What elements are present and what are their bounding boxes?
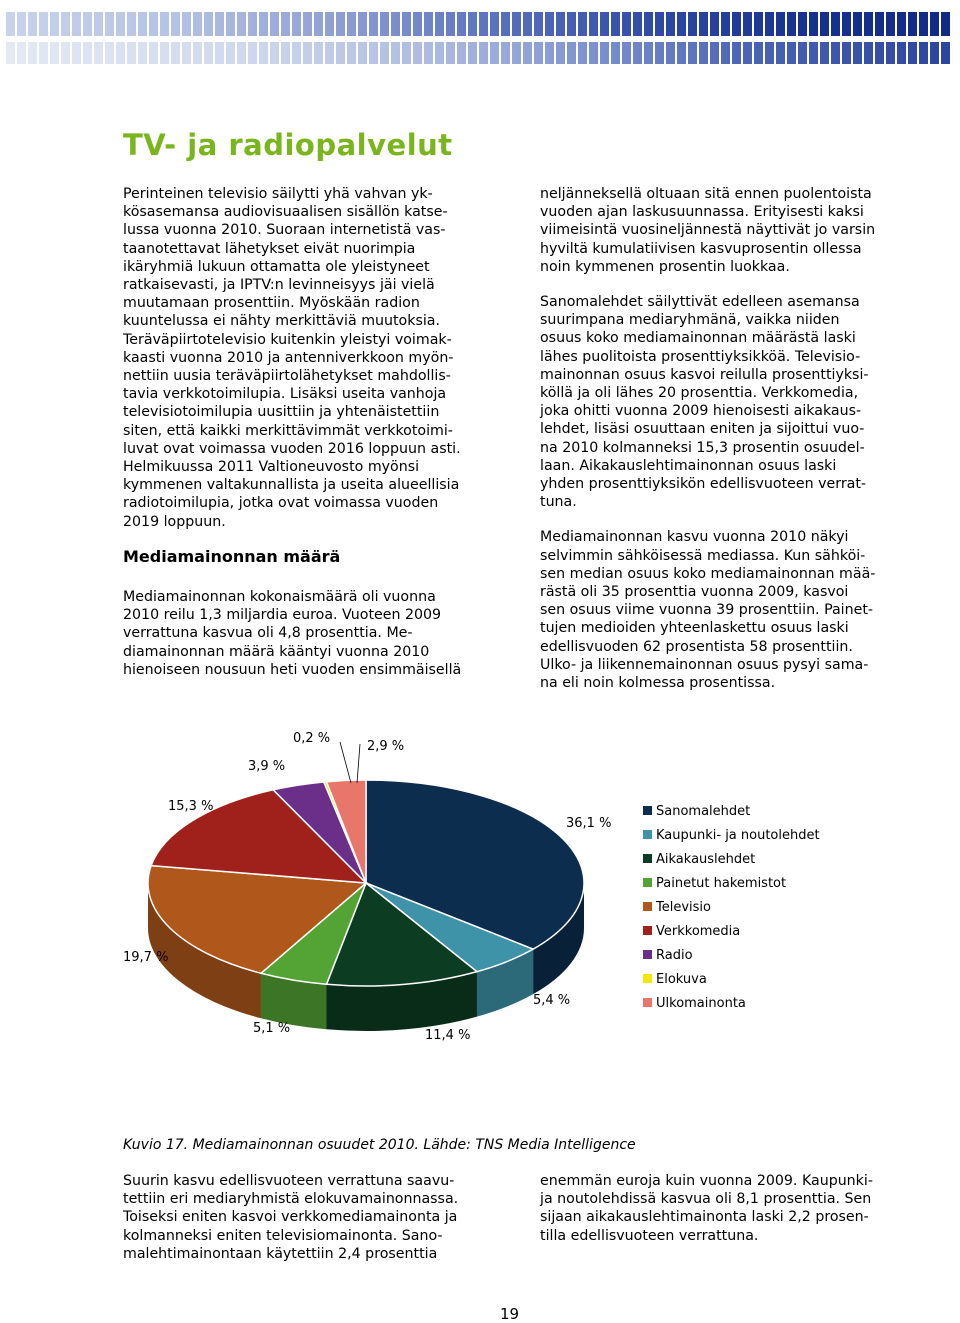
legend-label-3: Painetut hakemistot [656, 876, 787, 891]
pie-label-2: 11,4 % [425, 1028, 471, 1043]
leader-line-0 [340, 742, 351, 783]
left-column [123, 185, 483, 696]
pie-label-4: 19,7 % [123, 950, 169, 965]
legend-label-6: Radio [656, 948, 693, 963]
bottom-left-column [123, 1172, 483, 1280]
legend-swatch-3 [643, 878, 652, 887]
legend-swatch-1 [643, 830, 652, 839]
legend-swatch-7 [643, 974, 652, 983]
pie-label-5: 15,3 % [168, 799, 214, 814]
legend-swatch-8 [643, 998, 652, 1007]
left-paragraph-2: Mediamainonnan kokonaismäärä oli vuonna 2010 reilu 1,3 miljardia euroa. Vuoteen 2009 verrattuna kasvua oli 4,8 prosenttia. Me- diamainonnan määrä kääntyi vuonna 2010 hienoiseen nousuun heti vuoden ensimmäisellä [123, 589, 462, 678]
legend-label-1: Kaupunki- ja noutolehdet [656, 828, 820, 843]
right-paragraph-2: Sanomalehdet säilyttivät edelleen asemansa suurimpana mediaryhmänä, vaikka niiden osuus koko mediamainonnan määrästä laski lähes puolitoista prosenttiyksikköä. Televisio- mainonnan osuus kasvoi reilulla prosenttiyksi- köllä ja oli lähes 20 prosenttia. Verkkomedia, joka ohitti vuonna 2009 hienoisesti aikakaus- lehdet, lisäsi osuuttaan eniten ja sijoittui vuo- na 2010 kolmanneksi 15,3 prosentin osuudel- laan. Aikakauslehtimainonnan osuus laski yhden prosenttiyksikön edellisvuoteen verrat- tuna. [540, 294, 869, 511]
pie-label-6: 3,9 % [248, 759, 286, 774]
page-number: 19 [500, 1305, 520, 1323]
leader-line-1 [357, 744, 360, 783]
legend-label-2: Aikakauslehdet [656, 852, 756, 867]
pie-label-3: 5,1 % [253, 1021, 291, 1036]
section-heading: Mediamainonnan määrä [123, 546, 341, 566]
bottom-right-column [540, 1172, 900, 1262]
right-paragraph-1: neljänneksellä oltuaan sitä ennen puolentoista vuoden ajan laskusuunnassa. Erityisesti kaksi viimeisintä vuosineljännestä näyttivät jo varsin hyviltä kumulatiivisen kasvuprosentin ollessa noin kymmenen prosentin luokkaa. [540, 186, 876, 275]
pie-chart [0, 700, 960, 1120]
pie-label-7: 0,2 % [293, 731, 331, 746]
bottom-left-paragraph: Suurin kasvu edellisvuoteen verrattuna saavu- tettiin eri mediaryhmistä elokuvamainonnassa. Toiseksi eniten kasvoi verkkomediamainonta ja kolmanneksi eniten televisiomainonta. Sano- malehtimainontaan käytettiin 2,4 prosenttia [123, 1173, 459, 1262]
right-column [540, 185, 900, 709]
legend-label-8: Ulkomainonta [656, 996, 746, 1011]
right-paragraph-3: Mediamainonnan kasvu vuonna 2010 näkyi selvimmin sähköisessä mediassa. Kun sähköi- sen median osuus koko mediamainonnan mää- rästä oli 35 prosenttia vuonna 2009, kasvoi sen osuus viime vuonna 39 prosenttiin. Painet- tujen medioiden yhteenlaskettu osuus laski edellisvuoden 62 prosentista 58 prosenttiin. Ulko- ja liikennemainonnan osuus pysyi sama- na eli noin kolmessa prosentissa. [540, 529, 876, 692]
pie-label-8: 2,9 % [367, 739, 405, 754]
legend-label-0: Sanomalehdet [656, 804, 751, 819]
legend-swatch-5 [643, 926, 652, 935]
legend-swatch-6 [643, 950, 652, 959]
legend-label-4: Televisio [656, 900, 711, 915]
left-paragraph-1: Perinteinen televisio säilytti yhä vahvan yk- kösasemansa audiovisuaalisen sisällön katse- lussa vuonna 2010. Suoraan internetistä vas- taanotettavat lähetykset eivät nuorimpia ikäryhmiä lukuun ottamatta ole yleistyneet ratkaisevasti, ja IPTV:n levinneisyys jäi vielä muutamaan prosenttiin. Myöskään radion kuuntelussa ei nähty merkittäviä muutoksia. Teräväpiirtotelevisio kuitenkin yleistyi voimak- kaasti vuonna 2010 ja antenniverkkoon myön- nettiin uusia teräväpiirtolähetykset mahdollis- tavia verkkotoimilupia. Lisäksi useita vanhoja televisiotoimilupia uusittiin ja yhtenäistettiin siten, että kaikki merkittävimmät verkkotoimi- luvat ovat voimassa vuoden 2016 loppuun asti. Helmikuussa 2011 Valtioneuvosto myönsi kymmenen valtakunnallista ja useita alueellisia radiotoimilupia, jotka ovat voimassa vuoden 2019 loppuun. [123, 186, 461, 530]
pie-label-0: 36,1 % [566, 816, 612, 831]
page-title: TV- ja radiopalvelut [123, 128, 453, 162]
pie-label-1: 5,4 % [533, 993, 571, 1008]
legend-label-5: Verkkomedia [656, 924, 741, 939]
legend-swatch-4 [643, 902, 652, 911]
bottom-right-paragraph: enemmän euroja kuin vuonna 2009. Kaupunki- ja noutolehdissä kasvua oli 8,1 prosenttia. Sen sijaan aikakauslehtimainonta laski 2,2 prosen- tilla edellisvuoteen verrattuna. [540, 1173, 873, 1244]
legend-swatch-0 [643, 806, 652, 815]
legend-label-7: Elokuva [656, 972, 707, 987]
legend-swatch-2 [643, 854, 652, 863]
chart-legend [643, 804, 820, 1011]
header-banner [0, 0, 960, 82]
banner-grid-pattern [6, 12, 950, 64]
figure-caption: Kuvio 17. Mediamainonnan osuudet 2010. Lähde: TNS Media Intelligence [123, 1137, 636, 1153]
